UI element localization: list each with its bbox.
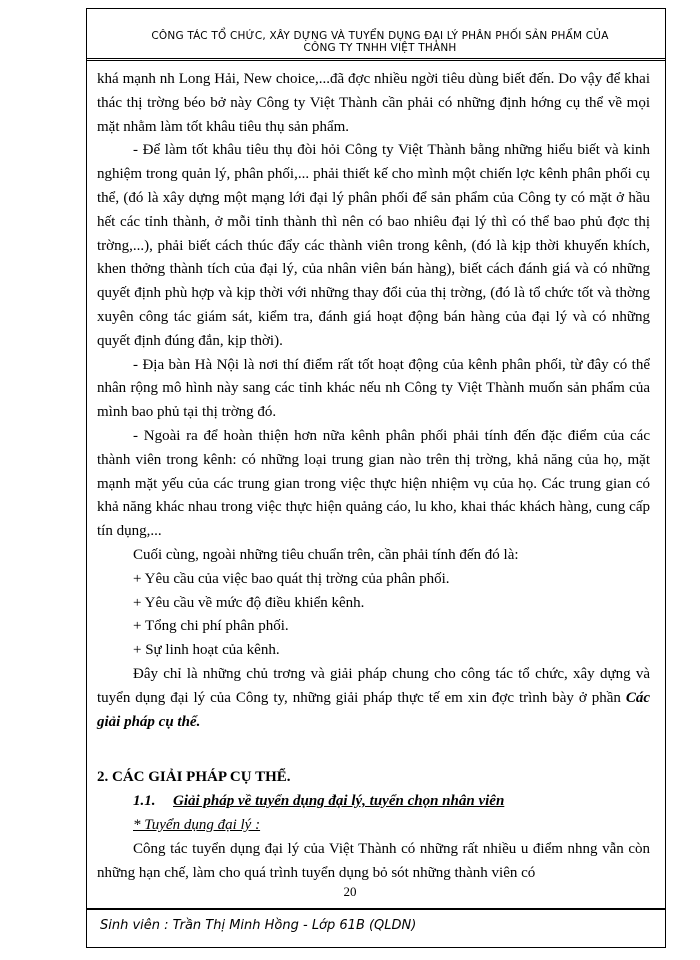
criteria-item: + Sự linh hoạt của kênh. xyxy=(133,642,280,659)
paragraph: - Để làm tốt khâu tiêu thụ đòi hỏi Công ty Việt Thành bằng những hiểu biết và kinh nghiệm trong quản lý, phân phối,... phải thiết kế cho mình một chiến lợc kênh phân phối cụ thể, (đó là xây dựng một mạng lới đại lý phân phối để sản phẩm của Công ty có mặt ở hầu hết các tỉnh thành, ở mỗi tỉnh thành thì nên có bao nhiêu đại lý thì có thể bao phủ đợc thị trờng,...), phải biết cách thúc đẩy các thành viên trong kênh, (đó là kịp thời khuyến khích, khen thởng thành tích của đại lý, của nhân viên bán hàng), biết cách đánh giá và có những quyết định phù hợp và kịp thời với những thay đổi của thị trờng, (đó là tổ chức tốt và thờng xuyên công tác giám sát, kiểm tra, đánh giá hoạt động bán hàng của đại lý và có những quyết định đúng đắn, kịp thời). xyxy=(97,142,650,349)
paragraph: Công tác tuyển dụng đại lý của Việt Thành có những rất nhiều u điểm nhng vẫn còn những hạn chế, làm cho quá trình tuyển dụng bỏ sót những thành viên có xyxy=(97,840,650,881)
closing-emphasis: Các giải pháp cụ thể. xyxy=(97,689,650,730)
criteria-item: + Tổng chi phí phân phối. xyxy=(133,618,289,635)
subsection-title: Giải pháp về tuyển dụng đại lý, tuyển chọn nhân viên xyxy=(173,793,505,810)
paragraph: - Ngoài ra để hoàn thiện hơn nữa kênh phân phối phải tính đến đặc điểm của các thành viên trong kênh: có những loại trung gian nào trên thị trờng, khả năng của họ, mặt mạnh mặt yếu của các trung gian trong việc thực hiện nhiệm vụ của họ. Các trung gian có khả năng khác nhau trong việc thực hiện quảng cáo, lu kho, khai thác khách hàng, cung cấp tín dụng,... xyxy=(97,427,650,540)
header-rule xyxy=(86,58,666,61)
document-body xyxy=(97,68,650,885)
closing-text: Đây chỉ là những chủ trơng và giải pháp chung cho công tác tổ chức, xây dựng và tuyển dụng đại lý của Công ty, những giải pháp thực tế em xin đợc trình bày ở phần xyxy=(97,665,650,706)
subsection-heading xyxy=(97,790,650,814)
header-line-1: CÔNG TÁC TỔ CHỨC, XÂY DỰNG VÀ TUYỂN DỤNG ĐẠI LÝ PHÂN PHỐI SẢN PHẨM CỦA xyxy=(151,30,609,42)
section-heading: 2. CÁC GIẢI PHÁP CỤ THỂ. xyxy=(97,769,291,786)
paragraph: - Địa bàn Hà Nội là nơi thí điểm rất tốt hoạt động của kênh phân phối, từ đây có thể nhân rộng mô hình này sang các tỉnh khác nếu nh Công ty Việt Thành muốn sản phẩm của mình bao phủ tại thị trờng đó. xyxy=(97,356,650,421)
paragraph: Cuối cùng, ngoài những tiêu chuẩn trên, cần phải tính đến đó là: xyxy=(133,546,519,563)
criteria-item: + Yêu cầu về mức độ điều khiển kênh. xyxy=(133,594,365,611)
running-header xyxy=(120,30,640,54)
subsubsection-heading: * Tuyển dụng đại lý : xyxy=(133,816,261,833)
criteria-item: + Yêu cầu của việc bao quát thị trờng của phân phối. xyxy=(133,570,450,587)
page-number: 20 xyxy=(343,884,357,899)
subsection-number: 1.1. xyxy=(133,793,156,810)
header-line-2: CÔNG TY TNHH VIỆT THÀNH xyxy=(303,42,457,54)
closing-paragraph xyxy=(97,663,650,734)
footer-rule xyxy=(86,908,666,910)
paragraph: khá mạnh nh Long Hải, New choice,...đã đợc nhiều ngời tiêu dùng biết đến. Do vậy để khai thác thị trờng béo bở này Công ty Việt Thành cần phải có những định hớng cụ thể về mọi mặt nhằm làm tốt khâu tiêu thụ sản phẩm. xyxy=(97,71,650,135)
footer-text: Sinh viên : Trần Thị Minh Hồng - Lớp 61B (QLDN) xyxy=(100,918,417,933)
